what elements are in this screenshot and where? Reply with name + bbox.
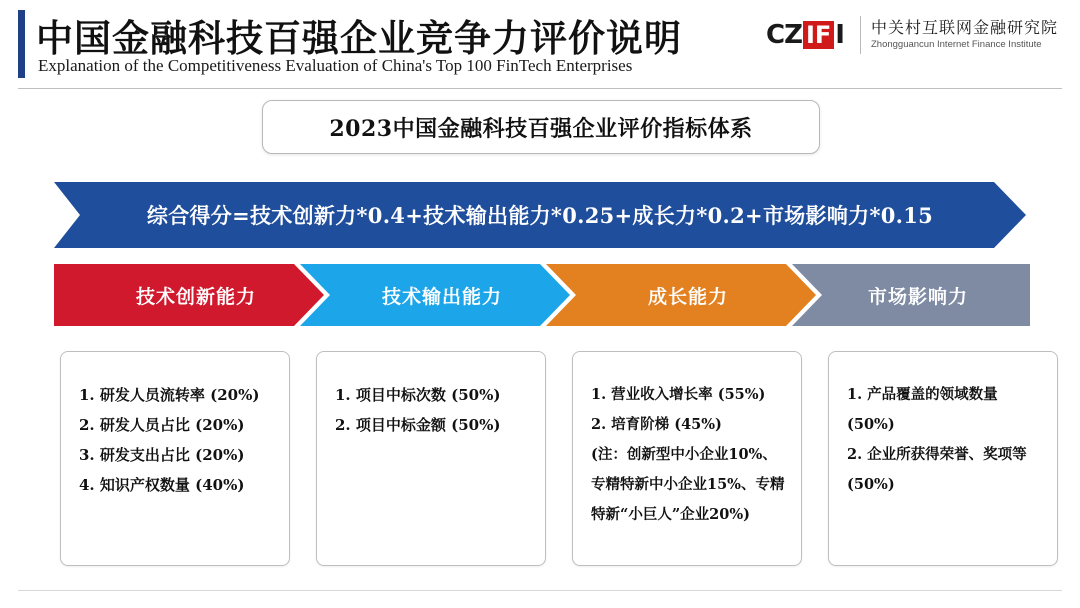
indicator-item: 1. 研发人员流转率 (20%): [79, 386, 260, 404]
indicator-item: 2. 项目中标金额 (50%): [335, 416, 501, 434]
indicator-note: (注：创新型中小企业10%、专精特新中小企业15%、专精特新“小巨人”企业20%): [591, 446, 785, 523]
logo-divider: [860, 16, 861, 54]
logo-name-en: Zhongguancun Internet Finance Institute: [870, 39, 1042, 50]
header-accent-bar: [18, 10, 25, 78]
page-subtitle: Explanation of the Competitiveness Evaluation of China's Top 100 FinTech Enterprises: [38, 56, 633, 75]
page-header: [0, 0, 1080, 88]
framework-title-box: [262, 100, 820, 154]
header-divider: [18, 88, 1062, 89]
indicator-card-technical-output: [316, 351, 546, 566]
indicator-card-technical-innovation: [60, 351, 290, 566]
framework-title-text: 2023中国金融科技百强企业评价指标体系: [329, 115, 753, 142]
indicator-item: 1. 营业收入增长率 (55%): [591, 386, 766, 403]
indicator-item: 4. 知识产权数量 (40%): [79, 476, 245, 494]
chevron-technical-output: [300, 264, 570, 326]
indicator-item: 2. 研发人员占比 (20%): [79, 416, 245, 434]
footer-divider: [18, 590, 1062, 591]
chevron-label: 市场影响力: [867, 285, 968, 308]
chevron-label: 技术创新能力: [135, 285, 256, 308]
formula-text: 综合得分=技术创新力*0.4+技术输出能力*0.25+成长力*0.2+市场影响力*0.15: [146, 203, 934, 228]
logo-mark-if: IF: [803, 21, 834, 49]
indicator-card-growth: [572, 351, 802, 566]
page-title: 中国金融科技百强企业竞争力评价说明: [36, 16, 682, 60]
logo-name-cn: 中关村互联网金融研究院: [870, 18, 1058, 37]
chevron-technical-innovation: [54, 264, 324, 326]
logo-wordmark: [871, 18, 1058, 52]
logo-mark-i: I: [835, 20, 844, 50]
indicator-item: 3. 研发支出占比 (20%): [79, 446, 245, 464]
logo-mark-cz: CZ: [766, 20, 802, 50]
indicator-item: 2. 培育阶梯 (45%): [591, 416, 722, 433]
institute-logo: [764, 12, 1058, 58]
score-formula-banner: [54, 182, 1026, 248]
logo-mark: [764, 18, 850, 52]
chevron-label: 技术输出能力: [381, 285, 502, 308]
chevron-growth: [546, 264, 816, 326]
indicator-card-market-influence: [828, 351, 1058, 566]
indicator-item: 1. 产品覆盖的领域数量 (50%): [847, 386, 998, 433]
indicator-item: 2. 企业所获得荣誉、奖项等 (50%): [847, 446, 1027, 493]
chevron-market-influence: [792, 264, 1030, 326]
indicator-item: 1. 项目中标次数 (50%): [335, 386, 501, 404]
indicator-card-row: [54, 351, 1030, 566]
dimension-chevron-row: [54, 264, 1030, 326]
chevron-label: 成长能力: [647, 285, 728, 308]
